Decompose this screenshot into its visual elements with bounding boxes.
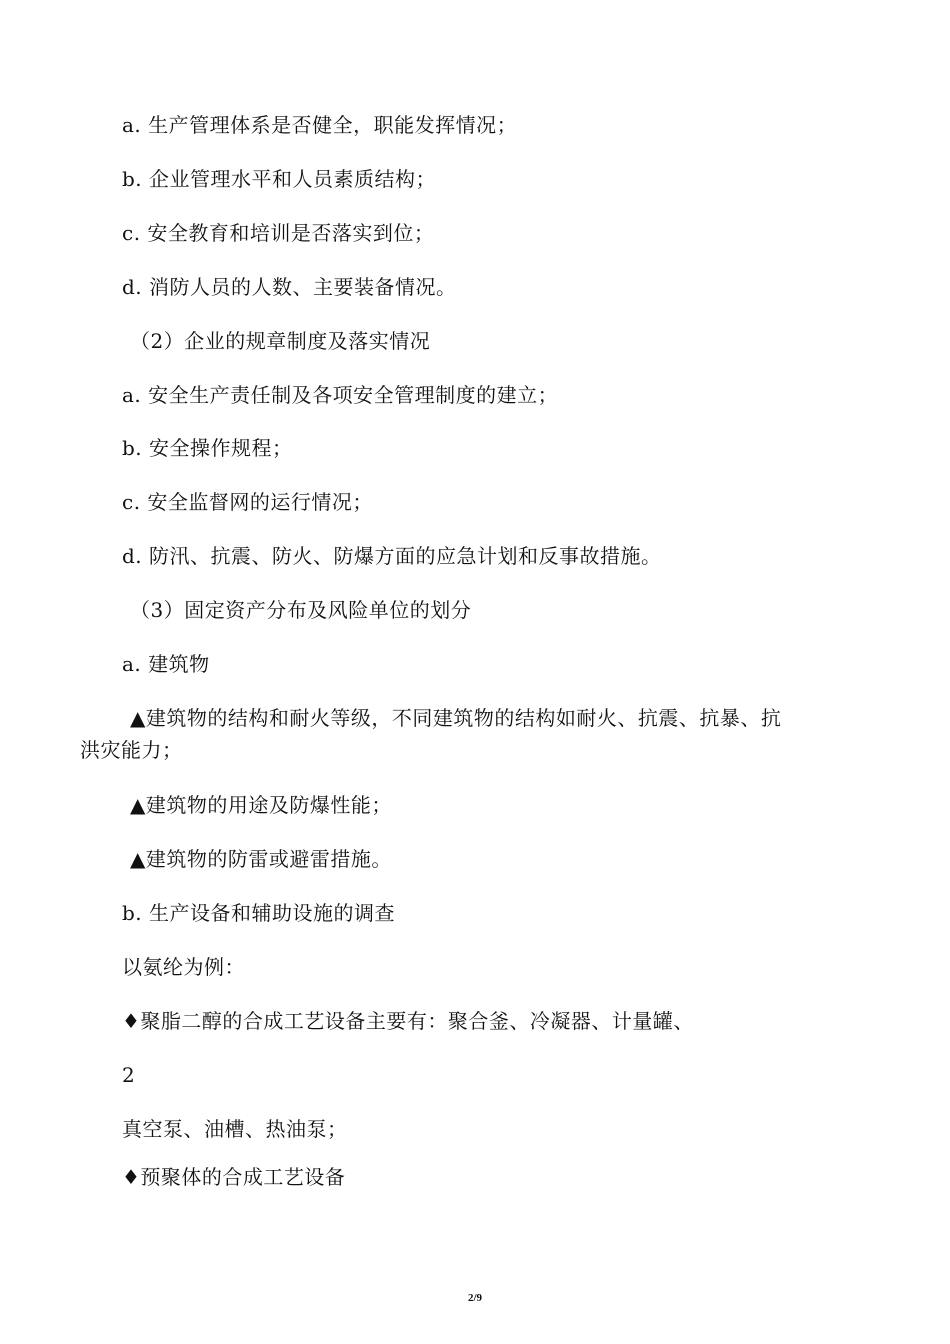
bullet-polyester-diol-equipment: ♦聚脂二醇的合成工艺设备主要有：聚合釜、冷凝器、计量罐、	[122, 1009, 694, 1033]
example-intro: 以氨纶为例：	[122, 955, 245, 979]
list-item-b-equipment-survey: b. 生产设备和辅助设施的调查	[122, 901, 396, 925]
section-heading-2: （2）企业的规章制度及落实情况	[130, 329, 431, 353]
section-heading-3: （3）固定资产分布及风险单位的划分	[130, 598, 472, 622]
bullet-building-usage: ▲建筑物的用途及防爆性能；	[130, 793, 392, 817]
list-item-c-supervision-network: c. 安全监督网的运行情况；	[122, 490, 373, 514]
list-item-d-fire-personnel: d. 消防人员的人数、主要装备情况。	[122, 275, 457, 299]
list-item-a-buildings: a. 建筑物	[122, 652, 210, 676]
list-item-c-safety-training: c. 安全教育和培训是否落实到位；	[122, 221, 435, 245]
equipment-list-continued: 真空泵、油槽、热油泵；	[122, 1117, 348, 1141]
bullet-prepolymer-equipment: ♦预聚体的合成工艺设备	[122, 1165, 346, 1189]
bullet-building-structure: ▲建筑物的结构和耐火等级，不同建筑物的结构如耐火、抗震、抗暴、抗	[130, 706, 782, 730]
list-item-a-management-system: a. 生产管理体系是否健全，职能发挥情况；	[122, 113, 518, 137]
list-item-b-operating-rules: b. 安全操作规程；	[122, 436, 293, 460]
list-item-b-management-level: b. 企业管理水平和人员素质结构；	[122, 167, 437, 191]
inline-number: 2	[122, 1063, 136, 1087]
bullet-building-lightning: ▲建筑物的防雷或避雷措施。	[130, 847, 392, 871]
list-item-a-responsibility-system: a. 安全生产责任制及各项安全管理制度的建立；	[122, 383, 559, 407]
list-item-d-emergency-plans: d. 防汛、抗震、防火、防爆方面的应急计划和反事故措施。	[122, 544, 662, 568]
page-number: 2/9	[467, 1292, 483, 1304]
bullet-building-structure-continued: 洪灾能力；	[80, 738, 183, 762]
